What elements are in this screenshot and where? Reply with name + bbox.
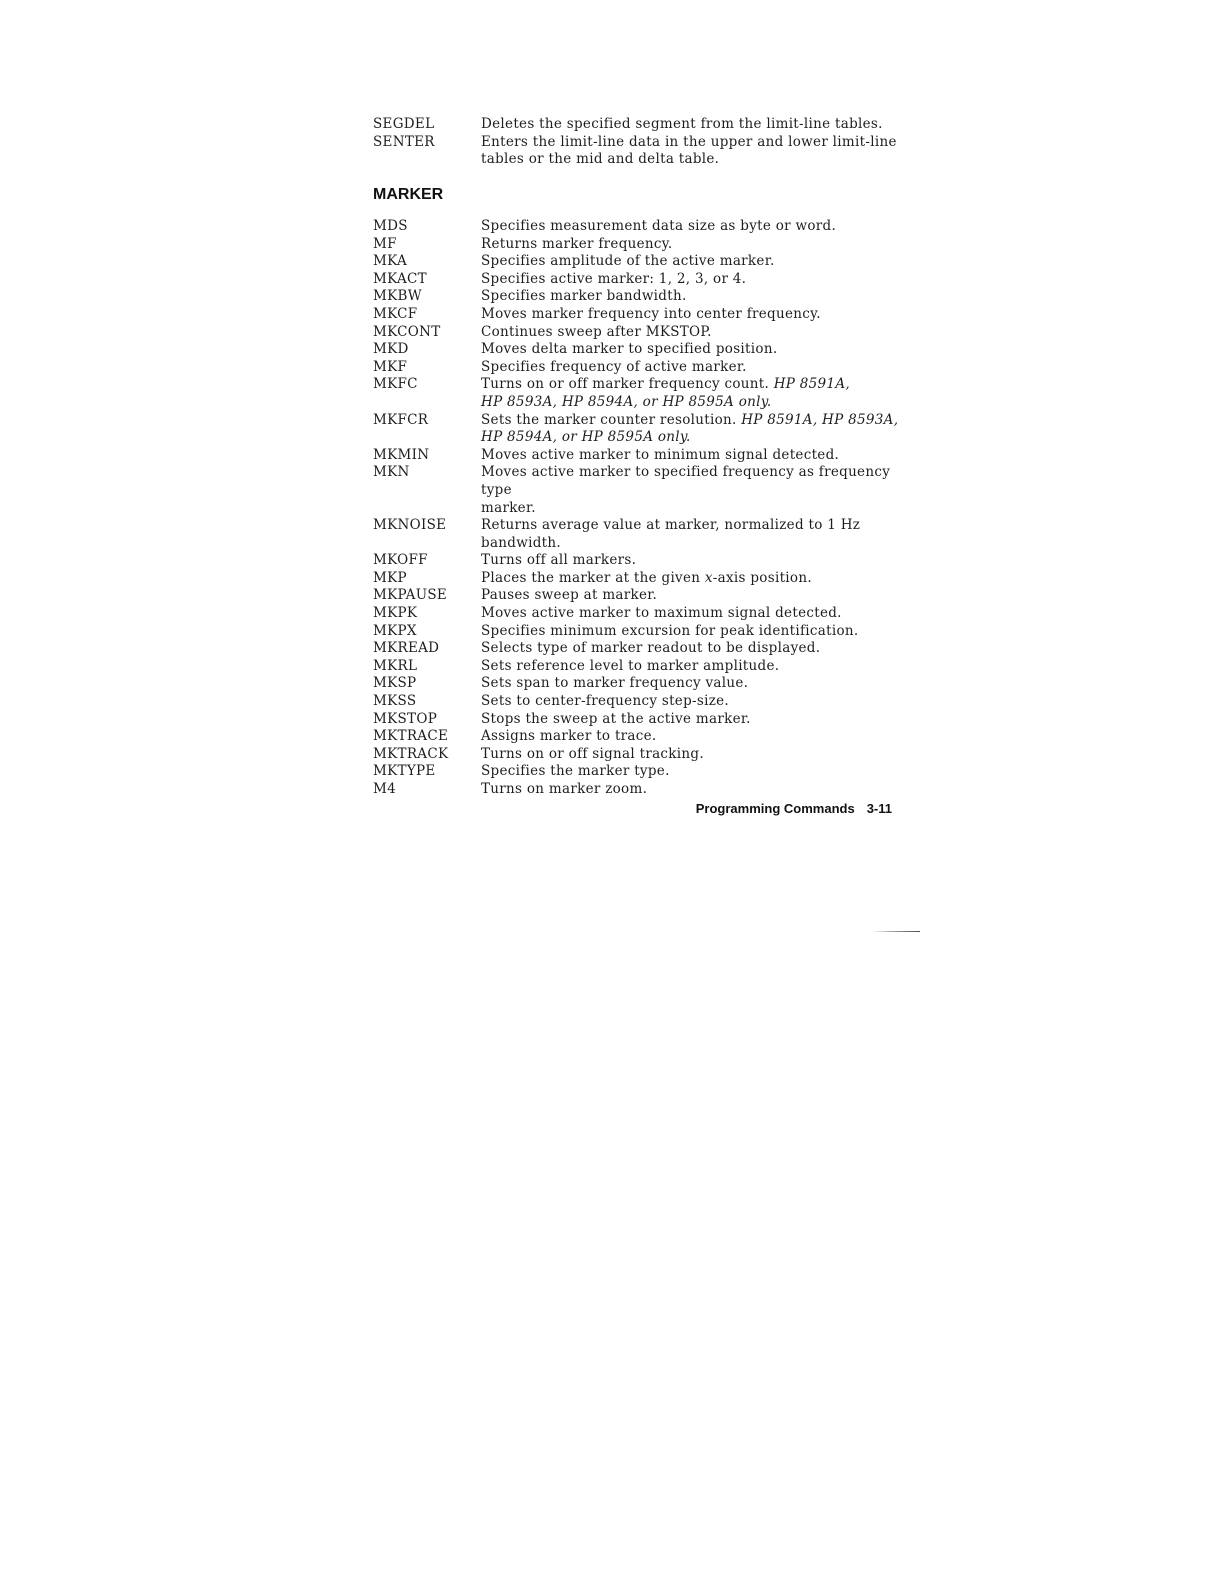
command-description xyxy=(481,552,913,570)
command-name: MKRL xyxy=(373,657,418,674)
description-text: Specifies frequency of active marker. xyxy=(481,358,747,375)
description-text: Sets the marker counter resolution. xyxy=(481,411,742,428)
command-name: SEGDEL xyxy=(373,116,435,132)
command-row xyxy=(373,711,913,729)
description-text: bandwidth. xyxy=(481,534,561,551)
command-description xyxy=(481,464,913,499)
command-description xyxy=(481,675,913,693)
command-row xyxy=(373,781,913,799)
command-row xyxy=(373,552,913,570)
description-text: Moves active marker to specified frequency as frequency type xyxy=(481,464,891,498)
description-text: Stops the sweep at the active marker. xyxy=(481,710,751,727)
command-description xyxy=(481,134,913,152)
description-text: Turns off all markers. xyxy=(481,552,637,569)
command-description xyxy=(481,535,913,553)
command-row xyxy=(373,464,913,499)
command-description xyxy=(481,763,913,781)
command-description xyxy=(481,605,913,623)
command-description xyxy=(481,359,913,377)
command-row xyxy=(373,658,913,676)
command-description xyxy=(481,640,913,658)
command-row xyxy=(373,253,913,271)
command-row xyxy=(373,517,913,535)
command-name: MKPK xyxy=(373,605,418,622)
description-text: Specifies marker bandwidth. xyxy=(481,288,687,305)
command-list-top xyxy=(373,116,913,169)
description-text: Specifies minimum excursion for peak identification. xyxy=(481,622,859,639)
command-row xyxy=(373,134,913,152)
command-description xyxy=(481,116,913,134)
description-text: Specifies the marker type. xyxy=(481,763,670,780)
description-text: Moves delta marker to specified position. xyxy=(481,341,778,358)
description-text: Returns marker frequency. xyxy=(481,235,673,252)
command-row xyxy=(373,763,913,781)
footer-title: Programming Commands xyxy=(695,801,855,816)
command-name: MKPX xyxy=(373,622,417,639)
command-name: MKTRACE xyxy=(373,728,449,745)
page-footer xyxy=(0,801,892,816)
command-name: MKCONT xyxy=(373,323,441,340)
command-row xyxy=(373,359,913,377)
command-name: MKA xyxy=(373,253,408,270)
command-name: MKREAD xyxy=(373,640,440,657)
command-name: MKN xyxy=(373,464,410,481)
description-text: Sets span to marker frequency value. xyxy=(481,675,749,692)
command-description xyxy=(481,746,913,764)
command-description xyxy=(481,376,913,394)
command-row xyxy=(373,623,913,641)
command-row xyxy=(373,376,913,394)
command-description xyxy=(481,324,913,342)
description-text: Deletes the specified segment from the limit-line tables. xyxy=(481,116,883,132)
command-row-continuation xyxy=(373,151,913,169)
command-description xyxy=(481,306,913,324)
command-name: MKACT xyxy=(373,270,427,287)
command-row xyxy=(373,324,913,342)
description-text: Moves active marker to minimum signal detected. xyxy=(481,446,840,463)
command-row xyxy=(373,341,913,359)
command-description xyxy=(481,570,913,588)
description-italic: HP 8594A, or HP 8595A only. xyxy=(481,429,691,446)
command-name xyxy=(373,535,481,553)
command-name: MKF xyxy=(373,358,408,375)
command-name xyxy=(373,394,481,412)
command-description xyxy=(481,412,913,430)
command-description xyxy=(481,394,913,412)
command-description xyxy=(481,341,913,359)
command-row xyxy=(373,288,913,306)
command-row xyxy=(373,116,913,134)
page-number: 3-11 xyxy=(866,801,892,816)
description-italic: HP 8593A, HP 8594A, or HP 8595A only. xyxy=(481,393,772,410)
command-description xyxy=(481,587,913,605)
command-row-continuation xyxy=(373,500,913,518)
command-description xyxy=(481,500,913,518)
scan-artifact xyxy=(872,931,920,932)
command-name: MKPAUSE xyxy=(373,587,448,604)
description-text: Turns on or off marker frequency count. xyxy=(481,376,774,393)
command-row xyxy=(373,447,913,465)
description-text: Sets to center-frequency step-size. xyxy=(481,693,730,710)
description-text: Sets reference level to marker amplitude. xyxy=(481,657,780,674)
command-description xyxy=(481,253,913,271)
command-name: MKTRACK xyxy=(373,745,449,762)
description-text: Specifies active marker: 1, 2, 3, or 4. xyxy=(481,270,747,287)
description-text: Selects type of marker readout to be displayed. xyxy=(481,640,821,657)
command-row xyxy=(373,675,913,693)
description-text: Pauses sweep at marker. xyxy=(481,587,658,604)
command-description xyxy=(481,711,913,729)
command-description xyxy=(481,218,913,236)
description-text: Moves active marker to maximum signal detected. xyxy=(481,605,842,622)
description-text: tables or the mid and delta table. xyxy=(481,151,720,168)
command-name xyxy=(373,429,481,447)
command-name: M4 xyxy=(373,781,397,797)
command-row-continuation xyxy=(373,429,913,447)
command-description xyxy=(481,623,913,641)
command-name: MKMIN xyxy=(373,446,430,463)
description-text: Specifies measurement data size as byte or word. xyxy=(481,218,837,234)
command-description xyxy=(481,429,913,447)
section-heading: MARKER xyxy=(373,186,444,203)
command-description xyxy=(481,728,913,746)
command-description xyxy=(481,781,913,799)
description-italic: HP 8591A, HP 8593A, xyxy=(741,411,899,428)
command-row xyxy=(373,271,913,289)
description-text: Specifies amplitude of the active marker. xyxy=(481,253,775,270)
command-name: MKBW xyxy=(373,288,422,305)
command-row xyxy=(373,218,913,236)
command-row xyxy=(373,640,913,658)
command-name: MKCF xyxy=(373,305,418,322)
command-name xyxy=(373,151,481,169)
command-name: MKFCR xyxy=(373,411,429,428)
command-name: MKNOISE xyxy=(373,517,447,534)
description-text: Moves marker frequency into center frequency. xyxy=(481,305,821,322)
command-list-marker xyxy=(373,218,913,799)
command-row xyxy=(373,412,913,430)
description-italic: HP 8591A, xyxy=(773,376,850,393)
command-name: MKTYPE xyxy=(373,763,436,780)
description-text: Assigns marker to trace. xyxy=(481,728,657,745)
command-description xyxy=(481,693,913,711)
command-name: MKFC xyxy=(373,376,418,393)
description-text: Turns on or off signal tracking. xyxy=(481,745,704,762)
command-row xyxy=(373,693,913,711)
command-name: MKOFF xyxy=(373,552,428,569)
command-description xyxy=(481,151,913,169)
command-row xyxy=(373,587,913,605)
command-description xyxy=(481,271,913,289)
description-italic: x xyxy=(704,569,713,586)
command-name: MDS xyxy=(373,218,408,234)
command-row xyxy=(373,236,913,254)
command-name: MKSP xyxy=(373,675,417,692)
command-name: MF xyxy=(373,235,397,252)
command-description xyxy=(481,658,913,676)
command-name: MKSTOP xyxy=(373,710,438,727)
command-row-continuation xyxy=(373,535,913,553)
command-description xyxy=(481,517,913,535)
description-text: Turns on marker zoom. xyxy=(481,781,648,797)
command-name xyxy=(373,500,481,518)
command-row xyxy=(373,746,913,764)
description-text: Places the marker at the given xyxy=(481,569,705,586)
command-row xyxy=(373,306,913,324)
command-name: MKP xyxy=(373,569,407,586)
command-name: MKD xyxy=(373,341,409,358)
command-description xyxy=(481,236,913,254)
description-text: marker. xyxy=(481,499,536,516)
command-description xyxy=(481,447,913,465)
description-text: Enters the limit-line data in the upper and lower limit-line xyxy=(481,133,897,150)
command-description xyxy=(481,288,913,306)
command-name: SENTER xyxy=(373,133,435,150)
command-row-continuation xyxy=(373,394,913,412)
command-name: MKSS xyxy=(373,693,417,710)
command-row xyxy=(373,605,913,623)
description-text: Continues sweep after MKSTOP. xyxy=(481,323,712,340)
command-row xyxy=(373,570,913,588)
description-text: Returns average value at marker, normalized to 1 Hz xyxy=(481,517,861,534)
command-row xyxy=(373,728,913,746)
description-text: -axis position. xyxy=(712,569,812,586)
